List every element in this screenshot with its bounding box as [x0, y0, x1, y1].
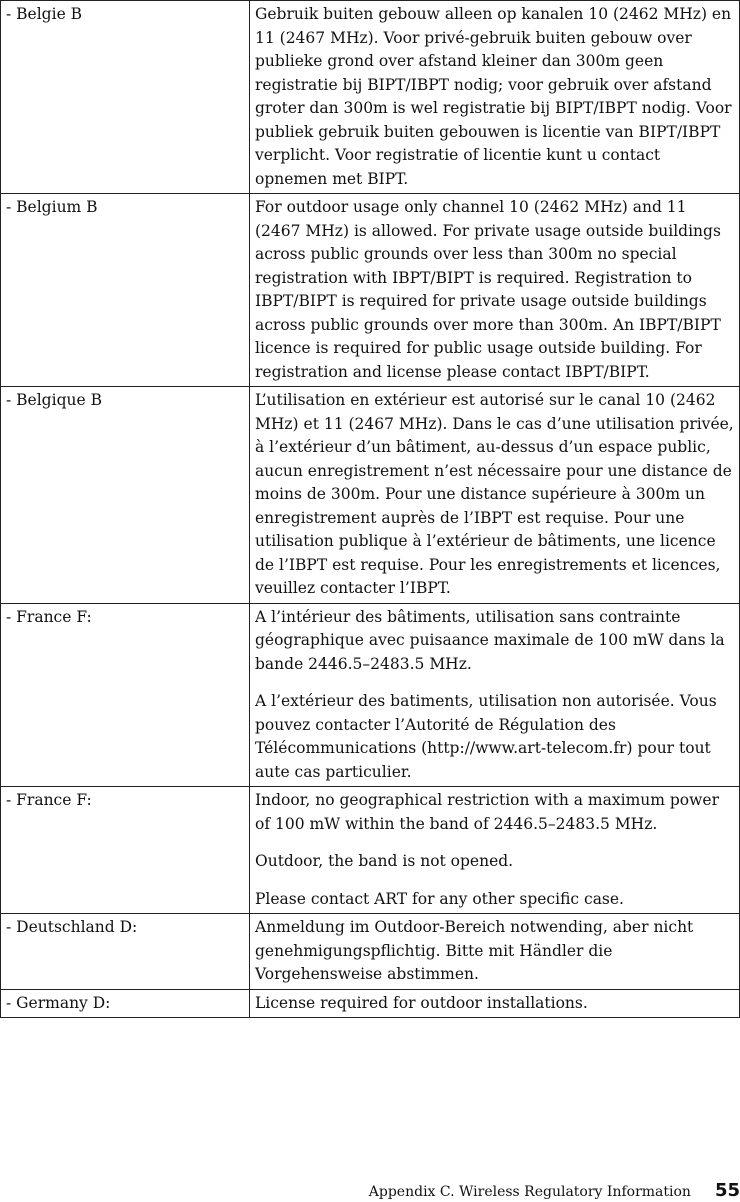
country-cell: - Germany D:	[1, 989, 250, 1018]
country-cell: - Belgium B	[1, 194, 250, 387]
regulation-paragraph: Indoor, no geographical restriction with a maximum power of 100 mW within the band of 2446.5–2483.5 MHz.	[255, 791, 719, 833]
regulation-paragraph: License required for outdoor installations.	[255, 993, 588, 1012]
regulation-paragraph: A l’extérieur des batiments, utilisation non autorisée. Vous pouvez contacter l’Autorité de Régulation des Télécommunications (http://www.art-telecom.fr) pour tout aute cas particulier.	[255, 692, 717, 781]
regulatory-table-body	[1, 1, 740, 1018]
table-row	[1, 787, 740, 914]
regulation-text-cell	[250, 387, 740, 604]
page-footer	[369, 1180, 740, 1201]
regulation-text-cell	[250, 989, 740, 1018]
regulation-paragraph: Anmeldung im Outdoor-Bereich notwending, aber nicht genehmigungspflichtig. Bitte mit Händler die Vorgehensweise abstimmen.	[255, 918, 694, 983]
regulation-text-cell	[250, 603, 740, 787]
country-cell: - Deutschland D:	[1, 914, 250, 990]
table-row	[1, 387, 740, 604]
country-cell: - Belgique B	[1, 387, 250, 604]
table-row	[1, 194, 740, 387]
regulation-paragraph: For outdoor usage only channel 10 (2462 MHz) and 11 (2467 MHz) is allowed. For private usage outside buildings across public grounds over less than 300m no special registration with IBPT/BIPT is required. Registration to IBPT/BIPT is required for private usage outside buildings across public grounds over more than 300m. An IBPT/BIPT licence is required for public usage outside building. For registration and license please contact IBPT/BIPT.	[255, 198, 721, 381]
regulation-paragraph: Outdoor, the band is not opened.	[255, 852, 514, 870]
country-cell: - France F:	[1, 603, 250, 787]
regulation-text-cell	[250, 194, 740, 387]
regulation-text-cell	[250, 1, 740, 194]
table-row	[1, 603, 740, 787]
table-row	[1, 989, 740, 1018]
table-row	[1, 1, 740, 194]
regulation-text-cell	[250, 914, 740, 990]
table-row	[1, 914, 740, 990]
regulation-paragraph: Please contact ART for any other specific case.	[255, 889, 624, 908]
regulation-paragraph: L’utilisation en extérieur est autorisé sur le canal 10 (2462 MHz) et 11 (2467 MHz). Dans le cas d’une utilisation privée, à l’extérieur d’un bâtiment, au-dessus d’un espace public, aucun enregistrement n’est nécessaire pour une distance de moins de 300m. Pour une distance supérieure à 300m un enregistrement auprès de l’IBPT est requise. Pour une utilisation publique à l’extérieur de bâtiments, une licence de l’IBPT est requise. Pour les enregistrements et licences, veuillez contacter l’IBPT.	[255, 391, 734, 597]
country-cell: - Belgie B	[1, 1, 250, 194]
regulation-paragraph: A l’intérieur des bâtiments, utilisation sans contrainte géographique avec puisaance maximale de 100 mW dans la bande 2446.5–2483.5 MHz.	[255, 607, 725, 673]
regulation-text-cell	[250, 787, 740, 914]
page-number: 55	[714, 1180, 740, 1201]
regulation-paragraph: Gebruik buiten gebouw alleen op kanalen 10 (2462 MHz) en 11 (2467 MHz). Voor privé-gebruik buiten gebouw over publieke grond over afstand kleiner dan 300m geen registratie bij BIPT/IBPT nodig; voor gebruik over afstand groter dan 300m is wel registratie bij BIPT/IBPT nodig. Voor publiek gebruik buiten gebouwen is licentie van BIPT/IBPT verplicht. Voor registratie of licentie kunt u contact opnemen met BIPT.	[255, 5, 732, 188]
country-cell: - France F:	[1, 787, 250, 914]
footer-title: Appendix C. Wireless Regulatory Information	[368, 1184, 691, 1200]
